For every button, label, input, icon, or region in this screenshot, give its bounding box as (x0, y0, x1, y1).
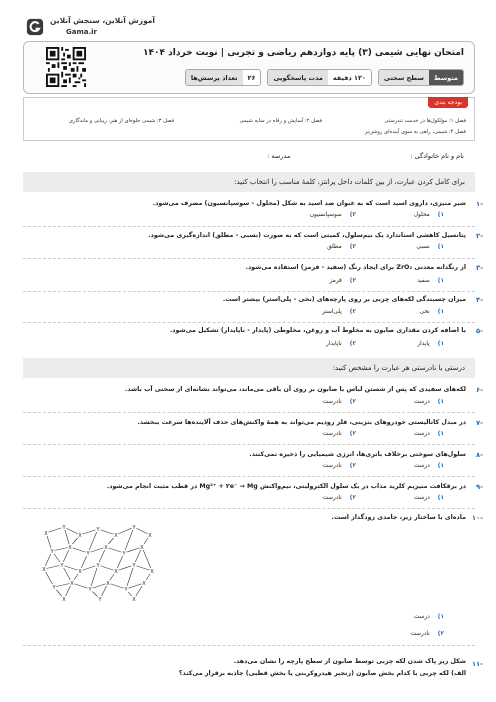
atom-y: Y (98, 596, 102, 603)
option-2[interactable] (310, 212, 356, 218)
school-label: مدرسه : (267, 152, 291, 160)
meta-key: تعداد پرسش‌ها (186, 70, 243, 85)
atom-x: X (142, 580, 146, 587)
question-number: -۹ (476, 483, 483, 491)
atom-y: Y (50, 548, 54, 555)
option-1[interactable] (416, 244, 444, 250)
bond-line (80, 526, 100, 535)
option-1[interactable] (420, 309, 444, 315)
brand-tagline: آموزش آنلاین، سنجش آنلاین (50, 16, 156, 25)
option-number: ۱) (437, 463, 444, 469)
option-label: درست (413, 614, 430, 620)
chapter-3: فصل ۳: شیمی جلوه‌ای از هنر، زیبایی و ماندگاری (68, 118, 174, 124)
option-number: ۱) (437, 244, 444, 250)
option-1[interactable] (417, 278, 444, 284)
divider (23, 322, 475, 323)
question-text: در مبدل کاتالیستی خودروهای بنزینی، فلز روديم می‌تواند به همهٔ واکنش‌های حذف آلاینده‌ها سرعت ببخشد. (137, 419, 466, 426)
meta-key: سطح سختی (379, 70, 429, 85)
meta-value: متوسط (429, 70, 463, 85)
question-text: در برقکافت منیزیم کلرید مذاب در یک سلول الکترولیتی، نیم‌واکنش Mg²⁺ + ۲e⁻ → Mg در قطب مثبت انجام می‌شود. (106, 483, 466, 490)
option-label: مطلق (327, 244, 342, 250)
option-number: ۲) (349, 212, 356, 218)
meta-value: ۱۲۰ دقیقه (328, 70, 371, 85)
atom-y: Y (124, 586, 128, 593)
atom-x: X (68, 544, 72, 551)
exam-meta (185, 69, 464, 86)
option-label: سفید (417, 278, 430, 284)
exam-title: امتحان نهایی شیمی (۳) پایه دوازدهم ریاضی و تجربی | نوبت خرداد ۱۴۰۴ (143, 48, 464, 58)
syllabus-badge: بودجه بندی (428, 97, 468, 108)
name-label: نام و نام خانوادگی : (410, 152, 464, 160)
bond-line (44, 562, 64, 569)
question-text: با اضافه کردن مقداری صابون به مخلوط آب و روغن، مخلوطی (پایدار - ناپایدار) تشکیل می‌شود. (169, 327, 466, 334)
atom-x: X (78, 568, 82, 575)
option-1[interactable] (414, 495, 444, 501)
question-number: -۷ (476, 419, 483, 427)
option-label: نسبی (416, 244, 430, 250)
bond-line (70, 580, 90, 589)
atom-x: X (78, 532, 82, 539)
question-number: -۱۰ (471, 514, 483, 522)
option-2[interactable] (322, 309, 356, 315)
option-2[interactable] (326, 341, 356, 347)
question-number: -۸ (476, 451, 483, 459)
divider (23, 476, 475, 477)
divider (23, 508, 475, 509)
option-1[interactable] (414, 463, 444, 469)
option-2[interactable] (322, 495, 356, 501)
atom-y: Y (96, 526, 100, 533)
question-text: شیر منیزی، داروی اسید است که به عنوان ضد اسید به شکل (محلول - سوسپانسیون) مصرف می‌شود. (152, 200, 466, 207)
atom-y: Y (60, 562, 64, 569)
option-number: ۱) (437, 495, 444, 501)
atom-y: Y (52, 584, 56, 591)
question-text: پتانسیل کاهشی استاندارد یک نیم‌سلول، کمیتی است که به صورت (نسبی - مطلق) اندازه‌گیری می‌شود. (148, 232, 466, 239)
question-text: ماده‌ای با ساختار زیر، جامدی زودگداز است. (331, 514, 466, 521)
question-number: -۲ (476, 232, 483, 240)
option-label: درست (413, 399, 430, 405)
meta-key: مدت پاسخگویی (268, 70, 327, 85)
bond-line (116, 562, 136, 571)
option-1[interactable] (414, 399, 444, 405)
option-label: نادرست (322, 495, 342, 501)
qr-code-icon (46, 47, 86, 87)
bond-line (104, 544, 124, 553)
option-label: درست (413, 431, 430, 437)
gama-logo-icon (26, 18, 44, 36)
divider (23, 258, 475, 259)
atom-y: Y (122, 550, 126, 557)
option-number: ۲) (349, 341, 356, 347)
atom-x: X (114, 568, 118, 575)
atom-x: X (132, 596, 136, 603)
divider (23, 226, 475, 227)
option-label: درست (413, 495, 430, 501)
section-header-tf: درستی یا نادرستی هر عبارت را مشخص کنید: (23, 358, 475, 378)
syllabus-box (23, 97, 475, 141)
option-2[interactable] (330, 278, 356, 284)
question-number: -۴ (476, 296, 483, 304)
option-1[interactable] (414, 614, 444, 620)
chapter-1: فصل ۱: مولکول‌ها در خدمت تندرستی (384, 118, 466, 124)
option-number: ۱) (437, 309, 444, 315)
option-number: ۱) (437, 341, 444, 347)
question-text: میزان چسبندگی لکه‌های چربی بر روی پارچه‌های (نخی - پلی‌استر) بیشتر است. (222, 296, 466, 303)
divider (23, 645, 475, 646)
option-number: ۲) (349, 399, 356, 405)
atom-y: Y (132, 524, 136, 531)
atom-x: X (44, 530, 48, 537)
question-number: -۵ (476, 327, 483, 335)
atom-x: X (140, 544, 144, 551)
question-subpart: الف) لکه چربی با کدام بخش صابون (زنجیر هیدروکربنی یا بخش قطبی) جاذبه برقرار می‌کند؟ (178, 670, 466, 677)
atom-y: Y (62, 524, 66, 531)
bond-line (46, 524, 66, 533)
divider (23, 444, 475, 445)
bond-line (80, 562, 100, 571)
option-number: ۲) (349, 463, 356, 469)
atom-y: Y (132, 562, 136, 569)
atom-x: X (114, 532, 118, 539)
option-2[interactable] (322, 463, 356, 469)
option-label: سوسپانسیون (309, 212, 342, 218)
option-1[interactable] (414, 212, 444, 218)
polymer-network-structure (36, 519, 162, 605)
question-number: -۶ (476, 386, 483, 394)
option-number: ۲) (349, 278, 356, 284)
chapter-2: فصل ۲: آسایش و رفاه در سایه شیمی (239, 118, 322, 124)
option-2[interactable] (327, 244, 356, 250)
option-1[interactable] (417, 341, 444, 347)
option-label: قرمز (329, 278, 342, 284)
meta-difficulty (378, 69, 464, 86)
option-number: ۲) (349, 309, 356, 315)
option-label: درست (413, 463, 430, 469)
atom-x: X (104, 544, 108, 551)
exam-header (23, 41, 475, 94)
option-number: ۱) (437, 278, 444, 284)
atom-x: X (150, 568, 154, 575)
chapter-4: فصل ۴: شیمی، راهی به سوی آینده‌ای روشن‌تر (364, 129, 466, 135)
bond-line (68, 544, 88, 553)
option-label: محلول (413, 212, 430, 218)
brand-domain: Gama.ir (66, 28, 97, 36)
option-label: نادرست (322, 399, 342, 405)
bond-line (106, 580, 126, 589)
atom-x: X (42, 566, 46, 573)
atom-x: X (62, 596, 66, 603)
divider (23, 291, 475, 292)
option-2[interactable] (322, 399, 356, 405)
question-number: -۳ (476, 264, 483, 272)
option-number: ۲) (349, 244, 356, 250)
atom-y: Y (86, 550, 90, 557)
brand (26, 14, 176, 44)
question-text: لکه‌های سفیدی که پس از شستن لباس با صابون بر روی آن باقی می‌ماند، می‌تواند نشانه‌ای از سختی آب باشد. (124, 386, 466, 393)
question-text: از رنگدانه معدنی ZrO₂ برای ایجاد رنگ (سفید - قرمز) استفاده می‌شود. (245, 264, 466, 271)
option-label: پایدار (417, 341, 430, 347)
option-2[interactable] (410, 631, 444, 637)
question-text: سلول‌های سوختی برخلاف باتری‌ها، انرژی شیمیایی را ذخیره نمی‌کنند. (249, 451, 466, 458)
option-1[interactable] (414, 431, 444, 437)
atom-y: Y (88, 586, 92, 593)
option-label: پلی‌استر (322, 309, 342, 315)
option-number: ۲) (349, 495, 356, 501)
meta-value: ۲۶ (243, 70, 261, 85)
option-number: ۱) (437, 614, 444, 620)
option-number: ۱) (437, 399, 444, 405)
option-label: نادرست (410, 631, 430, 637)
section-header-fill: برای کامل کردن عبارت، از بین کلمات داخل پرانتز، کلمهٔ مناسب را انتخاب کنید: (23, 172, 475, 192)
option-label: نادرست (322, 463, 342, 469)
option-label: ناپایدار (325, 341, 342, 347)
meta-duration (267, 69, 371, 86)
question-text: شکل زیر پاک شدن لکه چربی توسط صابون از سطح پارچه را نشان می‌دهد. (233, 658, 466, 665)
meta-question-count (185, 69, 262, 86)
question-number: -۱ (476, 200, 483, 208)
option-number: ۱) (437, 212, 444, 218)
option-label: نادرست (322, 431, 342, 437)
atom-x: X (106, 580, 110, 587)
option-number: ۲) (349, 431, 356, 437)
option-number: ۱) (437, 431, 444, 437)
student-info (44, 152, 464, 160)
atom-x: X (148, 532, 152, 539)
atom-y: Y (96, 562, 100, 569)
option-2[interactable] (322, 431, 356, 437)
atom-x: X (70, 580, 74, 587)
divider (23, 412, 475, 413)
option-label: نخی (419, 309, 430, 315)
option-number: ۲) (437, 631, 444, 637)
question-number: -۱۱ (471, 660, 483, 668)
